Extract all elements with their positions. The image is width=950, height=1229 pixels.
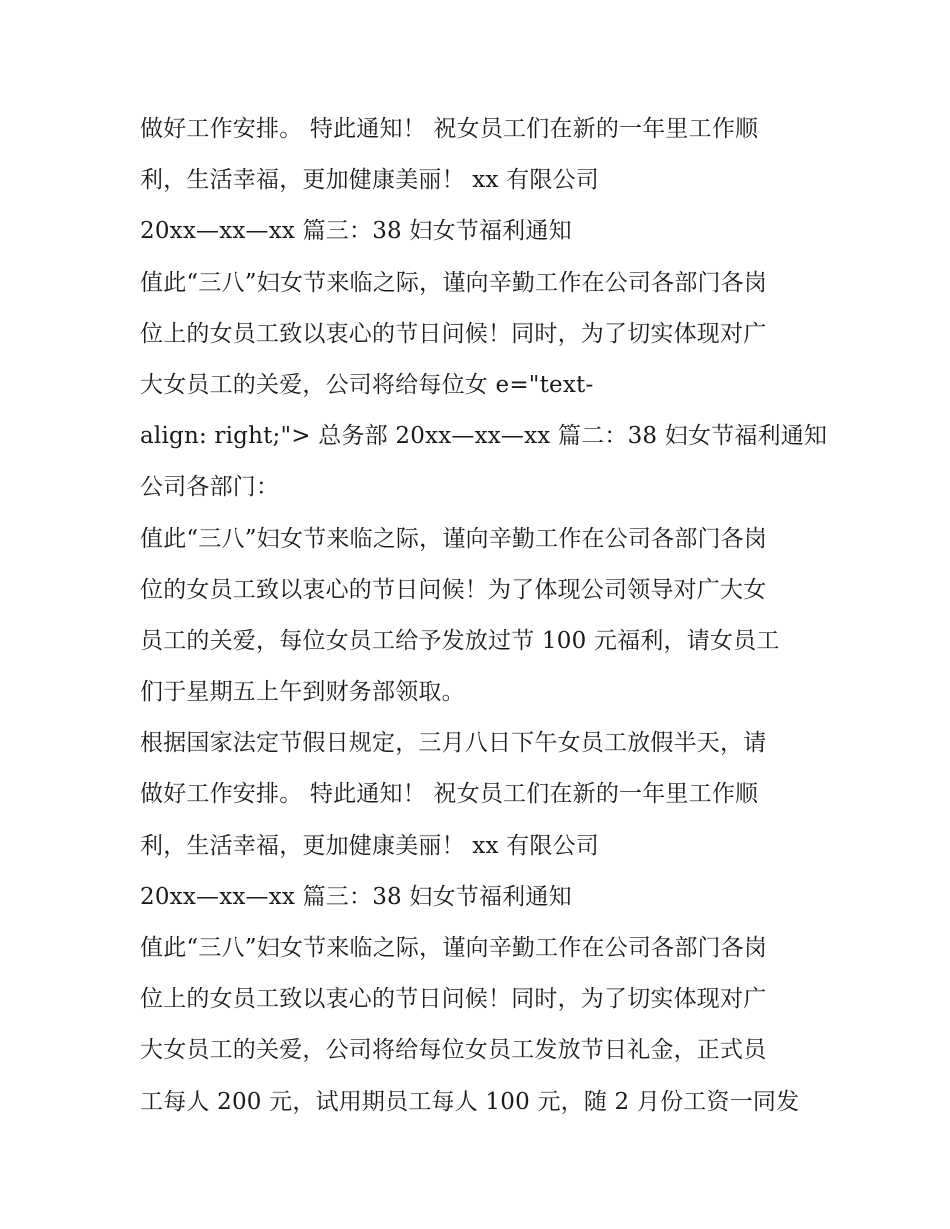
text-line: 大女员工的关爱，公司将给每位女 e="text-	[140, 371, 594, 398]
text-line: 20xx—xx—xx 篇三：38 妇女节福利通知	[140, 883, 572, 910]
document-body	[140, 104, 828, 1128]
text-line: 根据国家法定节假日规定，三月八日下午女员工放假半天，请	[140, 730, 767, 757]
text-line: 工每人 200 元，试用期员工每人 100 元，随 2 月份工资一同发	[140, 1088, 800, 1115]
text-line: 20xx—xx—xx 篇三：38 妇女节福利通知	[140, 218, 572, 245]
text-line: 利，生活幸福，更加健康美丽！ xx 有限公司	[140, 832, 599, 859]
text-line: 值此“三八”妇女节来临之际，谨向辛勤工作在公司各部门各岗	[140, 269, 768, 296]
text-line: 位上的女员工致以衷心的节日问候！同时，为了切实体现对广	[140, 986, 767, 1013]
text-line: 利，生活幸福，更加健康美丽！ xx 有限公司	[140, 167, 599, 194]
text-line: align: right;"> 总务部 20xx—xx—xx 篇二：38 妇女节福利通知	[140, 423, 828, 450]
text-line: 大女员工的关爱，公司将给每位女员工发放节日礼金，正式员	[140, 1037, 767, 1064]
text-line: 值此“三八”妇女节来临之际，谨向辛勤工作在公司各部门各岗	[140, 525, 768, 552]
text-line: 员工的关爱，每位女员工给予发放过节 100 元福利，请女员工	[140, 627, 780, 654]
text-line: 位上的女员工致以衷心的节日问候！同时，为了切实体现对广	[140, 320, 767, 347]
text-line: 们于星期五上午到财务部领取。	[140, 679, 465, 706]
text-line: 位的女员工致以衷心的节日问候！为了体现公司领导对广大女	[140, 576, 767, 603]
text-line: 做好工作安排。 特此通知！ 祝女员工们在新的一年里工作顺	[140, 781, 759, 808]
text-line: 做好工作安排。 特此通知！ 祝女员工们在新的一年里工作顺	[140, 116, 759, 142]
text-line: 公司各部门：	[140, 474, 280, 501]
text-line: 值此“三八”妇女节来临之际，谨向辛勤工作在公司各部门各岗	[140, 935, 768, 961]
